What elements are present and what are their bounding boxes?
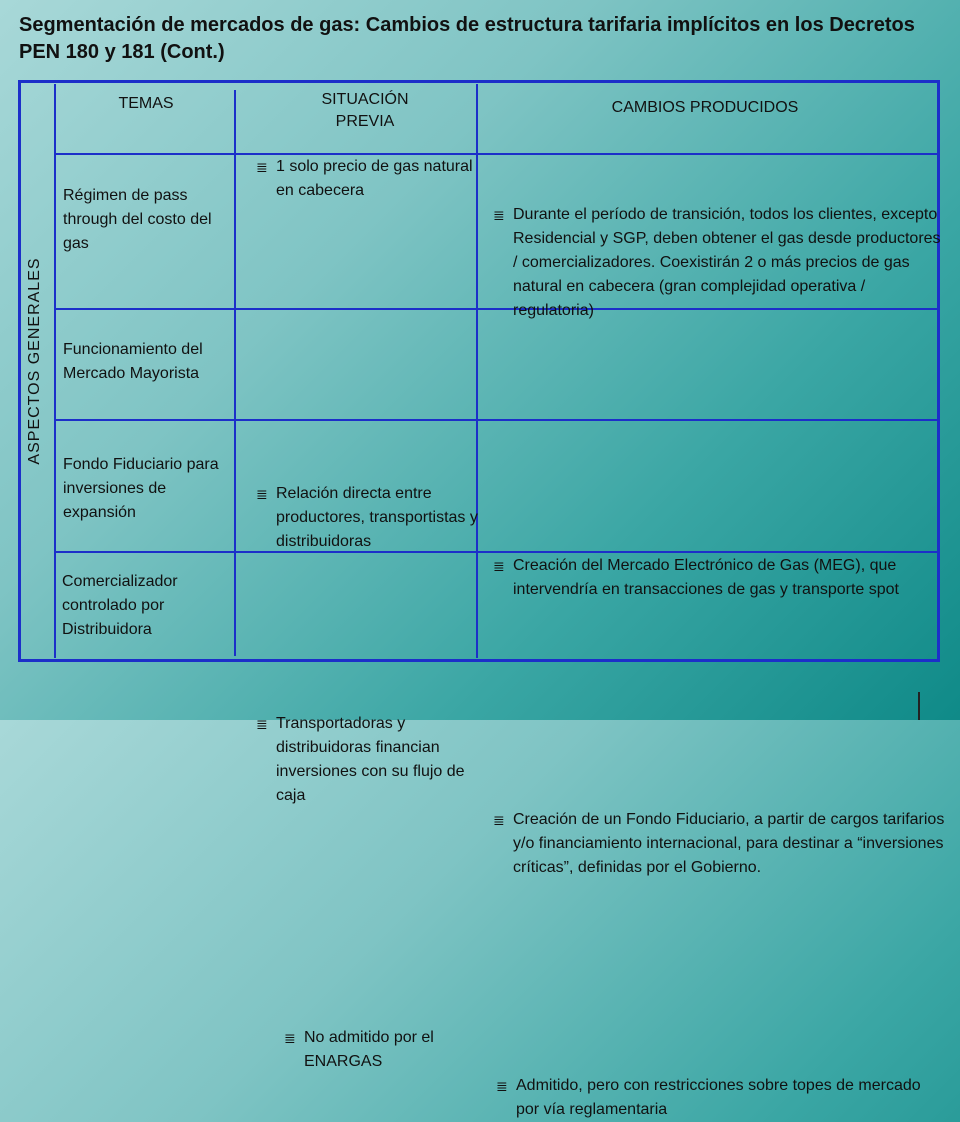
row-divider-3 bbox=[54, 551, 938, 553]
row-1-tema: Régimen de pass through del costo del gas bbox=[63, 187, 212, 252]
row-2-cambios: ≣ Creación del Mercado Electrónico de Gas (MEG), que intervendría en transacciones de gas y transporte spot bbox=[493, 554, 948, 602]
row-3-previa: ≣ Transportadoras y distribuidoras financian inversiones con su flujo de caja bbox=[256, 712, 491, 808]
footer-divider bbox=[918, 692, 920, 720]
header-situacion-previa: SITUACIÓN PREVIA bbox=[321, 91, 409, 130]
header-cambios-producidos: CAMBIOS PRODUCIDOS bbox=[611, 99, 799, 116]
bullet-icon: ≣ bbox=[256, 486, 268, 502]
bullet-icon: ≣ bbox=[493, 207, 505, 223]
row-4-previa: ≣ No admitido por el ENARGAS bbox=[284, 1026, 484, 1074]
bullet-icon: ≣ bbox=[284, 1030, 296, 1046]
row-1-previa: ≣ 1 solo precio de gas natural en cabecera bbox=[256, 155, 491, 203]
row-divider-header bbox=[54, 153, 938, 155]
bullet-icon: ≣ bbox=[496, 1078, 508, 1094]
header-temas: TEMAS bbox=[118, 95, 174, 112]
bullet-icon: ≣ bbox=[493, 558, 505, 574]
bullet-icon: ≣ bbox=[256, 716, 268, 732]
page-title: Segmentación de mercados de gas: Cambios de estructura tarifaria implícitos en los Decretos PEN 180 y 181 (Cont.) bbox=[19, 14, 915, 63]
row-4-cambios: ≣ Admitido, pero con restricciones sobre topes de mercado por vía reglamentaria bbox=[496, 1074, 936, 1122]
row-divider-2 bbox=[54, 419, 938, 421]
row-2-tema: Funcionamiento del Mercado Mayorista bbox=[63, 341, 203, 382]
row-1-cambios: ≣ Durante el período de transición, todos los clientes, excepto Residencial y SGP, deben obtener el gas desde productores / comercializadores. Coexistirán 2 o más precios de gas natural en cabecera (gran complejidad operativa / regulatoria) bbox=[493, 203, 948, 323]
row-3-cambios: ≣ Creación de un Fondo Fiduciario, a partir de cargos tarifarios y/o financiamiento internacional, para destinar a “inversiones críticas”, definidas por el Gobierno. bbox=[493, 808, 948, 880]
row-2-previa: ≣ Relación directa entre productores, transportistas y distribuidoras bbox=[256, 482, 491, 554]
row-3-tema: Fondo Fiduciario para inversiones de expansión bbox=[63, 456, 219, 521]
side-label-aspectos-generales: ASPECTOS GENERALES bbox=[26, 257, 43, 465]
bullet-icon: ≣ bbox=[256, 159, 268, 175]
row-4-tema: Comercializador controlado por Distribuidora bbox=[62, 573, 178, 638]
bullet-icon: ≣ bbox=[493, 812, 505, 828]
column-divider-side bbox=[54, 84, 56, 658]
